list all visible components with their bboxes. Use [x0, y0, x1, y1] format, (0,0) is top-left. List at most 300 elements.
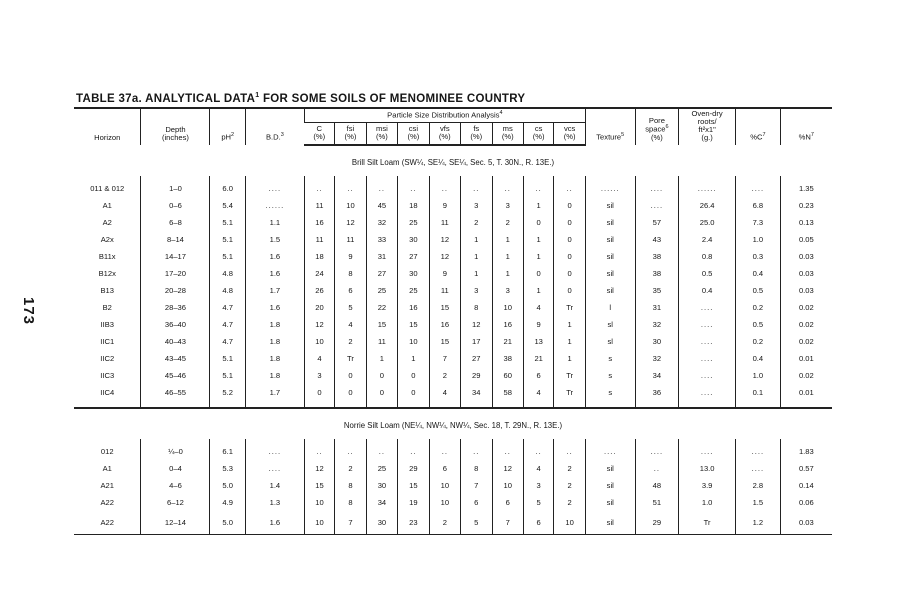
col-texture: Texture$^5$	[585, 108, 635, 145]
cell-bulk-density: 1.1	[245, 215, 304, 232]
soil-section-heading	[74, 145, 832, 176]
cell-bulk-density: 1.5	[245, 232, 304, 249]
cell-horizon: B13	[100, 286, 114, 296]
cell-pore-space: ....	[635, 198, 679, 215]
cell-bulk-density: 1.8	[245, 368, 304, 385]
cell-fine-sand: 1	[461, 249, 492, 266]
cell-pore-space: 34	[635, 368, 679, 385]
cell-coarse-silt: 23	[398, 512, 429, 535]
cell-coarse-silt: ..	[398, 181, 429, 198]
title-rest: FOR SOME SOILS OF MENOMINEE COUNTRY	[259, 92, 526, 105]
cell-percent-carbon: 2.8	[736, 478, 781, 495]
cell-horizon: IIC2	[100, 354, 115, 364]
table-row	[74, 317, 832, 334]
cell-texture: s	[585, 351, 635, 368]
cell-percent-nitrogen: 0.03	[780, 512, 832, 535]
cell-depth: 12–14	[141, 512, 210, 535]
cell-percent-nitrogen: 0.01	[780, 385, 832, 402]
cell-percent-nitrogen: 0.02	[780, 317, 832, 334]
table-body	[74, 145, 832, 535]
table-row	[74, 334, 832, 351]
cell-pore-space: 31	[635, 300, 679, 317]
cell-coarse-sand: 4	[523, 461, 553, 478]
analytical-data-table	[74, 107, 832, 535]
cell-percent-nitrogen: 1.83	[780, 444, 832, 461]
cell-depth: 43–45	[141, 351, 210, 368]
cell-fine-sand: 1	[461, 232, 492, 249]
cell-ph: 4.8	[210, 283, 246, 300]
cell-horizon: B11x	[98, 252, 116, 262]
cell-coarse-silt: 30	[398, 232, 429, 249]
cell-depth: ¼–0	[141, 444, 210, 461]
cell-ph: 6.0	[210, 181, 246, 198]
cell-texture: sil	[585, 495, 635, 512]
cell-very-coarse-sand: 0	[554, 215, 585, 232]
cell-percent-nitrogen: 0.02	[780, 300, 832, 317]
cell-bulk-density: ......	[245, 198, 304, 215]
cell-horizon: A2x	[100, 235, 114, 245]
cell-very-fine-sand: ..	[429, 444, 460, 461]
cell-pore-space: 57	[635, 215, 679, 232]
cell-very-coarse-sand: Tr	[554, 385, 585, 402]
cell-ph: 4.7	[210, 334, 246, 351]
cell-oven-dry-roots: 0.5	[679, 266, 736, 283]
cell-clay: 12	[304, 317, 334, 334]
cell-coarse-sand: 1	[523, 232, 553, 249]
cell-very-fine-sand: 12	[429, 232, 460, 249]
cell-coarse-silt: 18	[398, 198, 429, 215]
cell-percent-nitrogen: 0.05	[780, 232, 832, 249]
cell-medium-silt: ..	[366, 181, 397, 198]
cell-oven-dry-roots: ....	[679, 317, 736, 334]
cell-clay: 10	[304, 334, 334, 351]
cell-depth: 36–40	[141, 317, 210, 334]
cell-percent-carbon: ....	[736, 461, 781, 478]
table-row	[74, 300, 832, 317]
cell-very-fine-sand: 11	[429, 215, 460, 232]
cell-bulk-density: 1.8	[245, 334, 304, 351]
cell-pore-space: 29	[635, 512, 679, 535]
cell-texture: s	[585, 368, 635, 385]
cell-bulk-density: 1.8	[245, 351, 304, 368]
cell-oven-dry-roots: ....	[679, 368, 736, 385]
cell-horizon: B2	[102, 303, 112, 313]
cell-horizon: A1	[102, 464, 112, 474]
cell-ph: 5.2	[210, 385, 246, 402]
cell-depth: 20–28	[141, 283, 210, 300]
cell-ph: 5.3	[210, 461, 246, 478]
cell-medium-silt: 30	[366, 478, 397, 495]
cell-ph: 4.9	[210, 495, 246, 512]
cell-depth: 45–46	[141, 368, 210, 385]
table-row	[74, 512, 832, 535]
cell-very-fine-sand: 15	[429, 334, 460, 351]
cell-percent-carbon: 1.0	[736, 232, 781, 249]
cell-oven-dry-roots: ....	[679, 444, 736, 461]
cell-percent-carbon: ....	[736, 444, 781, 461]
cell-coarse-sand: 4	[523, 385, 553, 402]
table-row	[74, 249, 832, 266]
cell-very-fine-sand: 6	[429, 461, 460, 478]
cell-very-fine-sand: 2	[429, 368, 460, 385]
cell-pore-space: 32	[635, 351, 679, 368]
cell-coarse-silt: 27	[398, 249, 429, 266]
soil-section-name: Brill Silt Loam (SW¼, SE¼, SE¼, Sec. 5, T. 30N., R. 13E.)	[351, 157, 555, 167]
cell-percent-carbon: 0.4	[736, 266, 781, 283]
cell-ph: 5.4	[210, 198, 246, 215]
cell-coarse-silt: 16	[398, 300, 429, 317]
cell-pore-space: ..	[635, 461, 679, 478]
cell-bulk-density: 1.7	[245, 385, 304, 402]
cell-oven-dry-roots: 1.0	[679, 495, 736, 512]
cell-percent-carbon: 0.2	[736, 300, 781, 317]
cell-clay: 12	[304, 461, 334, 478]
cell-fine-silt: 10	[335, 198, 366, 215]
table-row	[74, 232, 832, 249]
cell-pore-space: ....	[635, 181, 679, 198]
cell-medium-silt: 27	[366, 266, 397, 283]
table-row	[74, 478, 832, 495]
cell-ph: 5.1	[210, 249, 246, 266]
cell-fine-sand: 29	[461, 368, 492, 385]
cell-ph: 5.1	[210, 232, 246, 249]
cell-bulk-density: 1.3	[245, 495, 304, 512]
cell-medium-sand: ..	[492, 444, 523, 461]
cell-fine-silt: 2	[335, 334, 366, 351]
table-row	[74, 198, 832, 215]
cell-oven-dry-roots: ......	[679, 181, 736, 198]
cell-coarse-sand: 1	[523, 249, 553, 266]
cell-very-fine-sand: ..	[429, 181, 460, 198]
cell-coarse-sand: 13	[523, 334, 553, 351]
cell-very-fine-sand: 11	[429, 283, 460, 300]
soil-section-heading	[74, 408, 832, 439]
cell-bulk-density: 1.6	[245, 249, 304, 266]
title-text: TABLE 37a. ANALYTICAL DATA	[76, 92, 256, 105]
cell-depth: 28–36	[141, 300, 210, 317]
cell-medium-silt: 34	[366, 495, 397, 512]
cell-texture: sil	[585, 198, 635, 215]
cell-very-coarse-sand: 0	[554, 266, 585, 283]
cell-bulk-density: ....	[245, 461, 304, 478]
cell-oven-dry-roots: 13.0	[679, 461, 736, 478]
col-percent-carbon: $\%C^7$	[736, 108, 781, 145]
cell-very-coarse-sand: 1	[554, 317, 585, 334]
cell-horizon: 011 & 012	[90, 184, 125, 194]
cell-depth: 8–14	[141, 232, 210, 249]
col-group-particle-size: Particle Size Distribution Analysis$^4$	[304, 108, 585, 123]
cell-very-fine-sand: 12	[429, 249, 460, 266]
cell-medium-sand: 2	[492, 215, 523, 232]
cell-fine-silt: 2	[335, 461, 366, 478]
cell-clay: 10	[304, 495, 334, 512]
cell-medium-silt: 30	[366, 512, 397, 535]
cell-coarse-silt: 0	[398, 385, 429, 402]
col-fine-sand: fs (%)	[461, 123, 492, 145]
cell-percent-nitrogen: 0.14	[780, 478, 832, 495]
cell-percent-carbon: 0.3	[736, 249, 781, 266]
cell-coarse-silt: 25	[398, 283, 429, 300]
cell-fine-silt: Tr	[335, 351, 366, 368]
col-oven-dry-roots: Oven-dry roots/ ft²x1" (g.)	[679, 108, 736, 145]
cell-clay: ..	[304, 181, 334, 198]
col-medium-silt: msi (%)	[366, 123, 397, 145]
cell-percent-nitrogen: 0.06	[780, 495, 832, 512]
cell-percent-nitrogen: 0.13	[780, 215, 832, 232]
cell-coarse-silt: 15	[398, 317, 429, 334]
cell-oven-dry-roots: ....	[679, 385, 736, 402]
cell-very-fine-sand: 15	[429, 300, 460, 317]
cell-fine-silt: 11	[335, 232, 366, 249]
cell-fine-sand: 27	[461, 351, 492, 368]
cell-fine-sand: 2	[461, 215, 492, 232]
cell-percent-nitrogen: 0.02	[780, 334, 832, 351]
cell-medium-sand: 10	[492, 478, 523, 495]
cell-depth: 4–6	[141, 478, 210, 495]
cell-ph: 4.8	[210, 266, 246, 283]
cell-percent-carbon: 0.5	[736, 283, 781, 300]
col-fine-silt: fsi (%)	[335, 123, 366, 145]
cell-coarse-sand: 3	[523, 478, 553, 495]
cell-fine-sand: 8	[461, 461, 492, 478]
cell-bulk-density: 1.6	[245, 300, 304, 317]
cell-coarse-silt: 15	[398, 478, 429, 495]
cell-fine-sand: 17	[461, 334, 492, 351]
cell-fine-silt: 4	[335, 317, 366, 334]
cell-very-coarse-sand: 1	[554, 334, 585, 351]
col-horizon: Horizon	[74, 108, 141, 145]
cell-coarse-sand: 0	[523, 266, 553, 283]
cell-clay: 26	[304, 283, 334, 300]
cell-fine-silt: 8	[335, 266, 366, 283]
cell-ph: 4.7	[210, 317, 246, 334]
col-very-coarse-sand: vcs (%)	[554, 123, 585, 145]
col-medium-sand: ms (%)	[492, 123, 523, 145]
cell-clay: 11	[304, 198, 334, 215]
cell-fine-sand: 3	[461, 283, 492, 300]
cell-medium-sand: 3	[492, 198, 523, 215]
cell-pore-space: 38	[635, 249, 679, 266]
cell-very-coarse-sand: ..	[554, 181, 585, 198]
table-title	[76, 92, 525, 105]
cell-percent-nitrogen: 0.23	[780, 198, 832, 215]
cell-texture: l	[585, 300, 635, 317]
table-row	[74, 385, 832, 402]
cell-very-fine-sand: 2	[429, 512, 460, 535]
col-coarse-sand: cs (%)	[523, 123, 553, 145]
cell-fine-silt: ..	[335, 444, 366, 461]
cell-very-fine-sand: 10	[429, 495, 460, 512]
cell-oven-dry-roots: 0.4	[679, 283, 736, 300]
cell-medium-sand: 10	[492, 300, 523, 317]
cell-texture: sil	[585, 266, 635, 283]
table-row	[74, 368, 832, 385]
cell-percent-nitrogen: 0.02	[780, 368, 832, 385]
cell-oven-dry-roots: 3.9	[679, 478, 736, 495]
cell-fine-silt: 8	[335, 478, 366, 495]
cell-very-coarse-sand: Tr	[554, 300, 585, 317]
soil-section-name: Norrie Silt Loam (NE¼, NW¼, NW¼, Sec. 18, T. 29N., R. 13E.)	[343, 420, 563, 430]
cell-texture: sil	[585, 232, 635, 249]
cell-coarse-silt: 10	[398, 334, 429, 351]
cell-ph: 5.1	[210, 351, 246, 368]
cell-horizon: IIC4	[100, 388, 115, 398]
cell-bulk-density: 1.4	[245, 478, 304, 495]
cell-bulk-density: 1.7	[245, 283, 304, 300]
cell-texture: sil	[585, 478, 635, 495]
cell-coarse-sand: 6	[523, 368, 553, 385]
cell-depth: 0–4	[141, 461, 210, 478]
cell-coarse-sand: 9	[523, 317, 553, 334]
cell-coarse-sand: 6	[523, 512, 553, 535]
table-row	[74, 215, 832, 232]
cell-texture: sil	[585, 512, 635, 535]
cell-fine-sand: 3	[461, 198, 492, 215]
cell-coarse-silt: 1	[398, 351, 429, 368]
page-number: 173	[20, 297, 37, 326]
cell-pore-space: 36	[635, 385, 679, 402]
cell-texture: sil	[585, 461, 635, 478]
col-clay: C (%)	[304, 123, 334, 145]
table-row	[74, 495, 832, 512]
cell-very-fine-sand: 4	[429, 385, 460, 402]
cell-oven-dry-roots: 25.0	[679, 215, 736, 232]
cell-medium-silt: 15	[366, 317, 397, 334]
cell-medium-sand: 12	[492, 461, 523, 478]
cell-clay: 10	[304, 512, 334, 535]
cell-depth: 6–12	[141, 495, 210, 512]
cell-coarse-sand: 4	[523, 300, 553, 317]
cell-ph: 5.0	[210, 478, 246, 495]
cell-texture: sil	[585, 215, 635, 232]
cell-depth: 46–55	[141, 385, 210, 402]
cell-depth: 6–8	[141, 215, 210, 232]
cell-pore-space: 51	[635, 495, 679, 512]
cell-medium-sand: 7	[492, 512, 523, 535]
cell-percent-carbon: 0.4	[736, 351, 781, 368]
cell-medium-silt: 0	[366, 385, 397, 402]
cell-texture: s	[585, 385, 635, 402]
cell-medium-sand: 1	[492, 232, 523, 249]
cell-coarse-sand: 0	[523, 215, 553, 232]
cell-fine-sand: 7	[461, 478, 492, 495]
cell-ph: 5.1	[210, 368, 246, 385]
cell-fine-silt: 12	[335, 215, 366, 232]
cell-horizon: IIC1	[100, 337, 115, 347]
cell-clay: 4	[304, 351, 334, 368]
cell-fine-sand: ..	[461, 444, 492, 461]
cell-percent-carbon: 1.2	[736, 512, 781, 535]
cell-bulk-density: 1.6	[245, 266, 304, 283]
cell-oven-dry-roots: ....	[679, 300, 736, 317]
cell-pore-space: 38	[635, 266, 679, 283]
cell-medium-sand: 38	[492, 351, 523, 368]
cell-ph: 4.7	[210, 300, 246, 317]
col-coarse-silt: csi (%)	[398, 123, 429, 145]
cell-coarse-sand: ..	[523, 444, 553, 461]
cell-medium-silt: 1	[366, 351, 397, 368]
cell-pore-space: ....	[635, 444, 679, 461]
cell-pore-space: 43	[635, 232, 679, 249]
cell-fine-sand: 6	[461, 495, 492, 512]
cell-oven-dry-roots: ....	[679, 351, 736, 368]
cell-medium-silt: 0	[366, 368, 397, 385]
cell-medium-silt: 31	[366, 249, 397, 266]
cell-very-fine-sand: 16	[429, 317, 460, 334]
cell-very-fine-sand: 7	[429, 351, 460, 368]
cell-texture: ....	[585, 444, 635, 461]
cell-horizon: A2	[102, 218, 112, 228]
cell-medium-sand: 3	[492, 283, 523, 300]
cell-very-fine-sand: 9	[429, 266, 460, 283]
cell-percent-carbon: 1.0	[736, 368, 781, 385]
cell-very-coarse-sand: 0	[554, 198, 585, 215]
cell-texture: ......	[585, 181, 635, 198]
cell-texture: sil	[585, 283, 635, 300]
cell-fine-silt: 6	[335, 283, 366, 300]
cell-medium-sand: 58	[492, 385, 523, 402]
title-footnote: 1	[255, 92, 260, 99]
cell-percent-carbon: 6.8	[736, 198, 781, 215]
cell-coarse-sand: 5	[523, 495, 553, 512]
cell-percent-carbon: 7.3	[736, 215, 781, 232]
cell-clay: 18	[304, 249, 334, 266]
col-bulk-density: B.D.$^3$	[245, 108, 304, 145]
cell-medium-sand: 60	[492, 368, 523, 385]
cell-fine-sand: 8	[461, 300, 492, 317]
cell-fine-silt: 9	[335, 249, 366, 266]
table-row	[74, 351, 832, 368]
cell-coarse-sand: 1	[523, 283, 553, 300]
cell-pore-space: 32	[635, 317, 679, 334]
cell-coarse-silt: 25	[398, 215, 429, 232]
col-ph: $pH^2$	[210, 108, 246, 145]
cell-very-coarse-sand: 0	[554, 232, 585, 249]
table-row	[74, 266, 832, 283]
cell-coarse-silt: 0	[398, 368, 429, 385]
cell-very-coarse-sand: 2	[554, 478, 585, 495]
cell-coarse-silt: 30	[398, 266, 429, 283]
cell-horizon: 012	[100, 447, 114, 457]
cell-horizon: A22	[74, 512, 141, 535]
cell-ph: 5.1	[210, 215, 246, 232]
cell-horizon: A1	[102, 201, 112, 211]
cell-depth: 1–0	[141, 181, 210, 198]
cell-ph: 5.0	[210, 512, 246, 535]
cell-oven-dry-roots: Tr	[679, 512, 736, 535]
cell-percent-carbon: ....	[736, 181, 781, 198]
table-row	[74, 283, 832, 300]
col-percent-nitrogen: $\%N^7$	[780, 108, 832, 145]
cell-medium-silt: 22	[366, 300, 397, 317]
cell-very-coarse-sand: 0	[554, 283, 585, 300]
cell-percent-nitrogen: 0.03	[780, 249, 832, 266]
table-header	[74, 108, 832, 145]
cell-medium-sand: 6	[492, 495, 523, 512]
cell-fine-sand: 5	[461, 512, 492, 535]
cell-medium-silt: 32	[366, 215, 397, 232]
cell-very-coarse-sand: 0	[554, 249, 585, 266]
cell-pore-space: 48	[635, 478, 679, 495]
cell-pore-space: 35	[635, 283, 679, 300]
cell-coarse-sand: 21	[523, 351, 553, 368]
cell-bulk-density: ....	[245, 181, 304, 198]
cell-oven-dry-roots: ....	[679, 334, 736, 351]
cell-depth: 0–6	[141, 198, 210, 215]
cell-very-coarse-sand: Tr	[554, 368, 585, 385]
cell-coarse-silt: 29	[398, 461, 429, 478]
cell-percent-carbon: 0.1	[736, 385, 781, 402]
